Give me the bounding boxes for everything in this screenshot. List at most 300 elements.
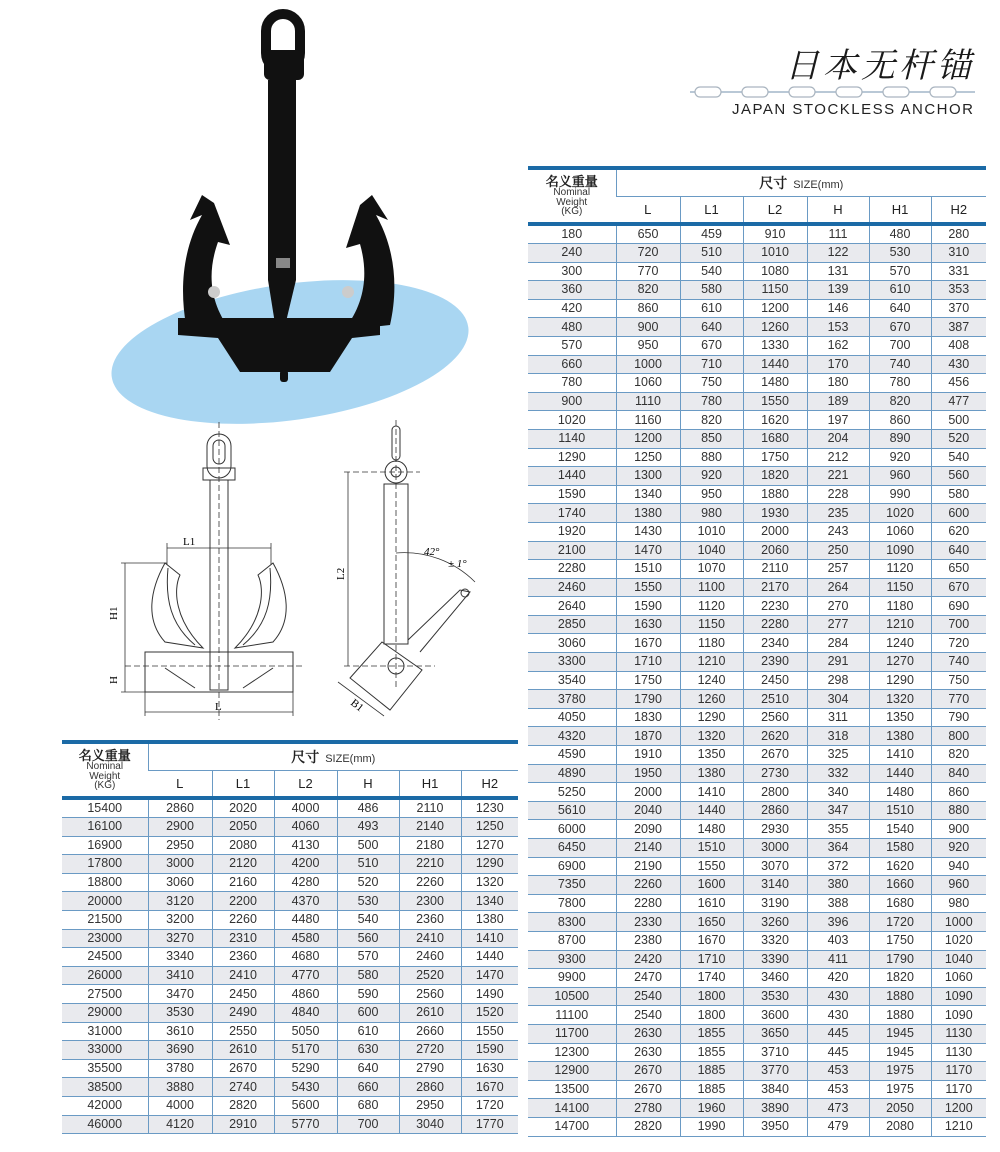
cell-dimension: 4130 — [274, 836, 337, 855]
cell-dimension: 540 — [931, 448, 986, 467]
cell-dimension: 235 — [807, 504, 869, 523]
cell-dimension: 3390 — [743, 950, 807, 969]
cell-weight: 360 — [528, 281, 616, 300]
table-row — [528, 597, 986, 616]
cell-weight: 660 — [528, 355, 616, 374]
cell-dimension: 700 — [931, 615, 986, 634]
col-H: H — [807, 196, 869, 224]
cell-dimension: 1180 — [680, 634, 743, 653]
cell-dimension: 530 — [337, 892, 399, 911]
cell-dimension: 430 — [807, 1006, 869, 1025]
cell-dimension: 1240 — [869, 634, 931, 653]
cell-dimension: 1945 — [869, 1024, 931, 1043]
table-row — [528, 857, 986, 876]
cell-weight: 6000 — [528, 820, 616, 839]
cell-dimension: 2660 — [399, 1022, 461, 1041]
table-row — [62, 1059, 518, 1078]
table-row — [528, 1006, 986, 1025]
cell-dimension: 1380 — [869, 727, 931, 746]
spec-table-large — [62, 740, 518, 1134]
cell-dimension: 4580 — [274, 929, 337, 948]
cell-dimension: 510 — [680, 244, 743, 263]
cell-dimension: 2820 — [616, 1117, 680, 1136]
cell-dimension: 700 — [869, 336, 931, 355]
cell-dimension: 480 — [869, 224, 931, 244]
cell-weight: 1020 — [528, 411, 616, 430]
table-row — [528, 764, 986, 783]
cell-dimension: 620 — [931, 522, 986, 541]
cell-dimension: 1670 — [680, 931, 743, 950]
cell-dimension: 1550 — [616, 578, 680, 597]
cell-dimension: 980 — [680, 504, 743, 523]
cell-dimension: 180 — [807, 374, 869, 393]
table-row — [528, 504, 986, 523]
table-row — [528, 355, 986, 374]
cell-dimension: 1010 — [743, 244, 807, 263]
cell-dimension: 243 — [807, 522, 869, 541]
cell-dimension: 2670 — [212, 1059, 274, 1078]
cell-dimension: 670 — [931, 578, 986, 597]
table-row — [528, 615, 986, 634]
cell-dimension: 2280 — [616, 894, 680, 913]
cell-dimension: 800 — [931, 727, 986, 746]
cell-weight: 8700 — [528, 931, 616, 950]
cell-dimension: 580 — [680, 281, 743, 300]
chain-decoration-icon — [690, 86, 975, 98]
table-row — [528, 281, 986, 300]
cell-dimension: 212 — [807, 448, 869, 467]
label-B1: B1 — [348, 696, 366, 715]
cell-dimension: 311 — [807, 708, 869, 727]
cell-dimension: 1710 — [680, 950, 743, 969]
cell-dimension: 380 — [807, 876, 869, 895]
cell-dimension: 1010 — [680, 522, 743, 541]
cell-dimension: 257 — [807, 560, 869, 579]
front-view-drawing — [105, 420, 305, 730]
cell-weight: 2100 — [528, 541, 616, 560]
cell-dimension: 1620 — [743, 411, 807, 430]
cell-dimension: 1060 — [869, 522, 931, 541]
cell-dimension: 1330 — [743, 336, 807, 355]
cell-dimension: 2540 — [616, 987, 680, 1006]
table-row — [62, 836, 518, 855]
cell-dimension: 4860 — [274, 985, 337, 1004]
cell-weight: 15400 — [62, 798, 148, 818]
cell-dimension: 3060 — [148, 873, 212, 892]
cell-dimension: 660 — [337, 1078, 399, 1097]
cell-dimension: 340 — [807, 783, 869, 802]
side-view-drawing — [320, 420, 500, 720]
cell-dimension: 1440 — [461, 948, 518, 967]
cell-dimension: 111 — [807, 224, 869, 244]
cell-dimension: 3690 — [148, 1041, 212, 1060]
cell-dimension: 403 — [807, 931, 869, 950]
cell-dimension: 750 — [680, 374, 743, 393]
table-row — [528, 783, 986, 802]
cell-dimension: 353 — [931, 281, 986, 300]
table-row — [528, 429, 986, 448]
cell-dimension: 1880 — [869, 987, 931, 1006]
cell-dimension: 940 — [931, 857, 986, 876]
table-row — [62, 1041, 518, 1060]
cell-dimension: 1270 — [461, 836, 518, 855]
cell-dimension: 1480 — [743, 374, 807, 393]
cell-dimension: 520 — [337, 873, 399, 892]
cell-dimension: 740 — [931, 653, 986, 672]
table-row — [62, 1003, 518, 1022]
cell-dimension: 4060 — [274, 818, 337, 837]
cell-weight: 2850 — [528, 615, 616, 634]
cell-dimension: 2420 — [616, 950, 680, 969]
cell-dimension: 560 — [337, 929, 399, 948]
cell-dimension: 1820 — [743, 467, 807, 486]
cell-dimension: 1040 — [931, 950, 986, 969]
table-row — [528, 1024, 986, 1043]
cell-dimension: 3200 — [148, 910, 212, 929]
cell-dimension: 4770 — [274, 966, 337, 985]
col-L: L — [148, 770, 212, 798]
cell-dimension: 740 — [869, 355, 931, 374]
cell-dimension: 1610 — [680, 894, 743, 913]
cell-dimension: 4000 — [148, 1096, 212, 1115]
cell-dimension: 650 — [931, 560, 986, 579]
table-row — [528, 1062, 986, 1081]
cell-dimension: 5770 — [274, 1115, 337, 1134]
cell-dimension: 355 — [807, 820, 869, 839]
cell-dimension: 2080 — [869, 1117, 931, 1136]
cell-dimension: 510 — [337, 855, 399, 874]
cell-dimension: 1160 — [616, 411, 680, 430]
label-H1: H1 — [108, 606, 120, 620]
table-row — [528, 1099, 986, 1118]
cell-dimension: 1150 — [680, 615, 743, 634]
cell-dimension: 860 — [931, 783, 986, 802]
cell-weight: 3540 — [528, 671, 616, 690]
cell-dimension: 153 — [807, 318, 869, 337]
cell-dimension: 2280 — [743, 615, 807, 634]
cell-dimension: 1750 — [869, 931, 931, 950]
cell-dimension: 1510 — [869, 801, 931, 820]
cell-dimension: 1870 — [616, 727, 680, 746]
cell-dimension: 1230 — [461, 798, 518, 818]
table-row — [528, 876, 986, 895]
cell-dimension: 2330 — [616, 913, 680, 932]
cell-dimension: 570 — [337, 948, 399, 967]
table-row — [528, 560, 986, 579]
cell-dimension: 1855 — [680, 1024, 743, 1043]
cell-dimension: 990 — [869, 485, 931, 504]
table-row — [62, 855, 518, 874]
cell-dimension: 640 — [869, 299, 931, 318]
cell-dimension: 2190 — [616, 857, 680, 876]
cell-weight: 18800 — [62, 873, 148, 892]
cell-dimension: 1290 — [869, 671, 931, 690]
table-row — [528, 541, 986, 560]
cell-dimension: 3120 — [148, 892, 212, 911]
table-row — [528, 969, 986, 988]
cell-dimension: 1550 — [461, 1022, 518, 1041]
cell-dimension: 2620 — [743, 727, 807, 746]
cell-dimension: 3340 — [148, 948, 212, 967]
cell-dimension: 473 — [807, 1099, 869, 1118]
cell-dimension: 2610 — [212, 1041, 274, 1060]
table-row — [62, 1096, 518, 1115]
cell-dimension: 1130 — [931, 1024, 986, 1043]
cell-weight: 7350 — [528, 876, 616, 895]
cell-dimension: 2460 — [399, 948, 461, 967]
table-row — [62, 798, 518, 818]
cell-dimension: 1250 — [616, 448, 680, 467]
cell-dimension: 2510 — [743, 690, 807, 709]
cell-dimension: 1060 — [931, 969, 986, 988]
table-row — [528, 931, 986, 950]
cell-dimension: 453 — [807, 1080, 869, 1099]
cell-dimension: 910 — [743, 224, 807, 244]
cell-dimension: 2900 — [148, 818, 212, 837]
cell-weight: 35500 — [62, 1059, 148, 1078]
cell-dimension: 770 — [931, 690, 986, 709]
cell-dimension: 790 — [931, 708, 986, 727]
cell-dimension: 610 — [337, 1022, 399, 1041]
cell-dimension: 570 — [869, 262, 931, 281]
cell-dimension: 600 — [337, 1003, 399, 1022]
cell-dimension: 221 — [807, 467, 869, 486]
cell-dimension: 670 — [680, 336, 743, 355]
cell-dimension: 1800 — [680, 987, 743, 1006]
cell-weight: 14100 — [528, 1099, 616, 1118]
cell-dimension: 1240 — [680, 671, 743, 690]
cell-dimension: 1830 — [616, 708, 680, 727]
cell-weight: 27500 — [62, 985, 148, 1004]
cell-dimension: 1470 — [461, 966, 518, 985]
cell-dimension: 820 — [931, 746, 986, 765]
cell-dimension: 1590 — [461, 1041, 518, 1060]
table-row — [62, 966, 518, 985]
cell-dimension: 331 — [931, 262, 986, 281]
cell-dimension: 131 — [807, 262, 869, 281]
cell-dimension: 3890 — [743, 1099, 807, 1118]
cell-dimension: 1150 — [869, 578, 931, 597]
cell-weight: 33000 — [62, 1041, 148, 1060]
cell-weight: 420 — [528, 299, 616, 318]
cell-dimension: 1660 — [869, 876, 931, 895]
cell-dimension: 2200 — [212, 892, 274, 911]
header-nominal-weight: 名义重量 Nominal Weight (KG) — [62, 742, 148, 798]
col-L1: L1 — [212, 770, 274, 798]
cell-dimension: 445 — [807, 1043, 869, 1062]
cell-dimension: 4120 — [148, 1115, 212, 1134]
cell-dimension: 189 — [807, 392, 869, 411]
table-row — [528, 671, 986, 690]
cell-dimension: 2300 — [399, 892, 461, 911]
cell-dimension: 820 — [680, 411, 743, 430]
cell-dimension: 2260 — [212, 910, 274, 929]
cell-weight: 24500 — [62, 948, 148, 967]
cell-dimension: 5050 — [274, 1022, 337, 1041]
cell-dimension: 1060 — [616, 374, 680, 393]
cell-dimension: 2670 — [616, 1062, 680, 1081]
cell-weight: 42000 — [62, 1096, 148, 1115]
cell-dimension: 1540 — [869, 820, 931, 839]
cell-dimension: 1410 — [680, 783, 743, 802]
table-row — [528, 374, 986, 393]
cell-dimension: 2490 — [212, 1003, 274, 1022]
cell-dimension: 1770 — [461, 1115, 518, 1134]
cell-dimension: 1880 — [743, 485, 807, 504]
cell-dimension: 4680 — [274, 948, 337, 967]
cell-dimension: 1300 — [616, 467, 680, 486]
cell-dimension: 820 — [869, 392, 931, 411]
cell-dimension: 1670 — [616, 634, 680, 653]
table-row — [528, 299, 986, 318]
cell-dimension: 2040 — [616, 801, 680, 820]
cell-dimension: 4480 — [274, 910, 337, 929]
cell-dimension: 2860 — [743, 801, 807, 820]
cell-dimension: 1820 — [869, 969, 931, 988]
cell-dimension: 1070 — [680, 560, 743, 579]
cell-dimension: 3140 — [743, 876, 807, 895]
cell-dimension: 3780 — [148, 1059, 212, 1078]
cell-dimension: 640 — [680, 318, 743, 337]
cell-dimension: 850 — [680, 429, 743, 448]
cell-dimension: 5430 — [274, 1078, 337, 1097]
anchor-icon — [178, 14, 394, 382]
cell-weight: 12900 — [528, 1062, 616, 1081]
label-L2: L2 — [335, 567, 347, 580]
cell-dimension: 1470 — [616, 541, 680, 560]
cell-weight: 5250 — [528, 783, 616, 802]
cell-weight: 21500 — [62, 910, 148, 929]
cell-dimension: 2180 — [399, 836, 461, 855]
cell-dimension: 310 — [931, 244, 986, 263]
cell-dimension: 1020 — [869, 504, 931, 523]
cell-dimension: 1130 — [931, 1043, 986, 1062]
cell-dimension: 2140 — [399, 818, 461, 837]
cell-dimension: 3530 — [148, 1003, 212, 1022]
title-english: JAPAN STOCKLESS ANCHOR — [732, 101, 975, 118]
cell-dimension: 580 — [931, 485, 986, 504]
cell-dimension: 860 — [616, 299, 680, 318]
cell-dimension: 1100 — [680, 578, 743, 597]
cell-dimension: 1210 — [931, 1117, 986, 1136]
cell-dimension: 1170 — [931, 1080, 986, 1099]
cell-dimension: 2160 — [212, 873, 274, 892]
cell-dimension: 1430 — [616, 522, 680, 541]
cell-weight: 4890 — [528, 764, 616, 783]
cell-dimension: 1630 — [461, 1059, 518, 1078]
cell-weight: 9900 — [528, 969, 616, 988]
cell-dimension: 1550 — [680, 857, 743, 876]
cell-dimension: 2670 — [743, 746, 807, 765]
cell-dimension: 520 — [931, 429, 986, 448]
cell-weight: 780 — [528, 374, 616, 393]
cell-weight: 2280 — [528, 560, 616, 579]
cell-weight: 1740 — [528, 504, 616, 523]
cell-dimension: 900 — [616, 318, 680, 337]
cell-weight: 29000 — [62, 1003, 148, 1022]
cell-dimension: 1090 — [931, 987, 986, 1006]
header-size: 尺寸 SIZE(mm) — [148, 742, 518, 770]
table-row — [528, 262, 986, 281]
cell-weight: 7800 — [528, 894, 616, 913]
cell-dimension: 1720 — [869, 913, 931, 932]
cell-dimension: 1510 — [616, 560, 680, 579]
cell-dimension: 1950 — [616, 764, 680, 783]
cell-dimension: 1800 — [680, 1006, 743, 1025]
cell-dimension: 1670 — [461, 1078, 518, 1097]
cell-dimension: 122 — [807, 244, 869, 263]
cell-dimension: 264 — [807, 578, 869, 597]
cell-dimension: 1960 — [680, 1099, 743, 1118]
cell-dimension: 5600 — [274, 1096, 337, 1115]
cell-dimension: 277 — [807, 615, 869, 634]
cell-dimension: 1750 — [616, 671, 680, 690]
cell-weight: 4590 — [528, 746, 616, 765]
cell-weight: 2460 — [528, 578, 616, 597]
cell-dimension: 347 — [807, 801, 869, 820]
cell-weight: 31000 — [62, 1022, 148, 1041]
table-row — [528, 578, 986, 597]
cell-dimension: 1120 — [680, 597, 743, 616]
cell-dimension: 411 — [807, 950, 869, 969]
cell-dimension: 1790 — [869, 950, 931, 969]
cell-dimension: 5170 — [274, 1041, 337, 1060]
cell-dimension: 580 — [337, 966, 399, 985]
cell-dimension: 960 — [869, 467, 931, 486]
cell-weight: 38500 — [62, 1078, 148, 1097]
cell-weight: 1590 — [528, 485, 616, 504]
cell-dimension: 4840 — [274, 1003, 337, 1022]
cell-dimension: 500 — [337, 836, 399, 855]
cell-dimension: 1270 — [869, 653, 931, 672]
cell-dimension: 2140 — [616, 839, 680, 858]
table-row — [528, 913, 986, 932]
cell-dimension: 3040 — [399, 1115, 461, 1134]
cell-dimension: 3710 — [743, 1043, 807, 1062]
cell-dimension: 1440 — [680, 801, 743, 820]
cell-dimension: 2950 — [148, 836, 212, 855]
cell-dimension: 430 — [931, 355, 986, 374]
table-row — [528, 392, 986, 411]
table-row — [528, 894, 986, 913]
cell-dimension: 493 — [337, 818, 399, 837]
cell-dimension: 1170 — [931, 1062, 986, 1081]
cell-dimension: 1150 — [743, 281, 807, 300]
cell-dimension: 291 — [807, 653, 869, 672]
cell-weight: 480 — [528, 318, 616, 337]
cell-dimension: 1090 — [869, 541, 931, 560]
cell-dimension: 1710 — [616, 653, 680, 672]
cell-weight: 1920 — [528, 522, 616, 541]
cell-weight: 240 — [528, 244, 616, 263]
table-row — [528, 746, 986, 765]
cell-dimension: 1790 — [616, 690, 680, 709]
cell-dimension: 2540 — [616, 1006, 680, 1025]
cell-dimension: 3470 — [148, 985, 212, 1004]
cell-dimension: 1480 — [680, 820, 743, 839]
cell-dimension: 1680 — [743, 429, 807, 448]
table-row — [528, 411, 986, 430]
cell-dimension: 1080 — [743, 262, 807, 281]
cell-dimension: 2060 — [743, 541, 807, 560]
cell-weight: 23000 — [62, 929, 148, 948]
cell-weight: 8300 — [528, 913, 616, 932]
cell-dimension: 1975 — [869, 1062, 931, 1081]
cell-dimension: 146 — [807, 299, 869, 318]
cell-dimension: 3880 — [148, 1078, 212, 1097]
table-row — [62, 1115, 518, 1134]
cell-dimension: 318 — [807, 727, 869, 746]
